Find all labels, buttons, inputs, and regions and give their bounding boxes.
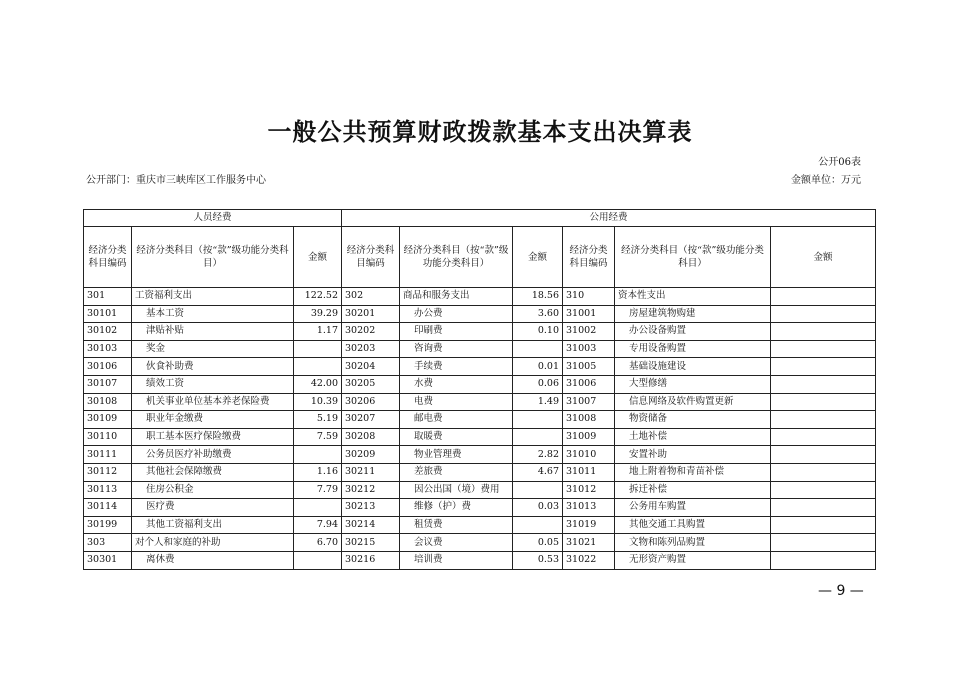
amount-cell [771, 323, 876, 341]
code-cell: 30202 [342, 323, 400, 341]
column-header-name: 经济分类科目（按“款”级功能分类科目） [400, 227, 513, 288]
code-cell: 31005 [563, 358, 615, 376]
code-cell: 30112 [84, 463, 132, 481]
code-cell: 30111 [84, 446, 132, 464]
code-cell: 30101 [84, 305, 132, 323]
code-cell: 31007 [563, 393, 615, 411]
table-row [84, 534, 876, 552]
code-cell: 31010 [563, 446, 615, 464]
name-cell: 奖金 [132, 340, 294, 358]
name-cell: 其他社会保障缴费 [132, 463, 294, 481]
table-row [84, 305, 876, 323]
code-cell: 30109 [84, 411, 132, 429]
column-header-name: 经济分类科目（按“款”级功能分类科目） [132, 227, 294, 288]
name-cell: 取暖费 [400, 428, 513, 446]
name-cell: 手续费 [400, 358, 513, 376]
amount-cell [294, 340, 342, 358]
code-cell: 31009 [563, 428, 615, 446]
column-header-code: 经济分类科目编码 [84, 227, 132, 288]
amount-cell: 42.00 [294, 375, 342, 393]
table-row [84, 375, 876, 393]
table-row [84, 428, 876, 446]
amount-cell [771, 375, 876, 393]
name-cell: 公务用车购置 [615, 499, 771, 517]
amount-cell [771, 534, 876, 552]
code-cell: 30206 [342, 393, 400, 411]
form-number: 公开06表 [818, 157, 861, 168]
name-cell: 房屋建筑物购建 [615, 305, 771, 323]
name-cell: 职工基本医疗保险缴费 [132, 428, 294, 446]
name-cell: 住房公积金 [132, 481, 294, 499]
code-cell: 30212 [342, 481, 400, 499]
table-row [84, 446, 876, 464]
amount-cell: 1.17 [294, 323, 342, 341]
amount-cell: 4.67 [513, 463, 563, 481]
code-cell: 30214 [342, 516, 400, 534]
amount-cell [513, 516, 563, 534]
name-cell: 绩效工资 [132, 375, 294, 393]
group-header-personnel: 人员经费 [84, 210, 342, 227]
name-cell: 机关事业单位基本养老保险费 [132, 393, 294, 411]
code-cell: 30211 [342, 463, 400, 481]
name-cell: 拆迁补偿 [615, 481, 771, 499]
code-cell: 31022 [563, 551, 615, 569]
column-header-code: 经济分类科目编码 [342, 227, 400, 288]
name-cell: 其他交通工具购置 [615, 516, 771, 534]
table-row [84, 393, 876, 411]
code-cell: 30199 [84, 516, 132, 534]
table-row [84, 463, 876, 481]
code-cell: 301 [84, 288, 132, 306]
amount-cell: 0.01 [513, 358, 563, 376]
name-cell: 因公出国（境）费用 [400, 481, 513, 499]
code-cell: 30204 [342, 358, 400, 376]
code-cell: 31019 [563, 516, 615, 534]
code-cell: 30213 [342, 499, 400, 517]
amount-cell: 18.56 [513, 288, 563, 306]
name-cell: 津贴补贴 [132, 323, 294, 341]
amount-cell [771, 393, 876, 411]
name-cell: 邮电费 [400, 411, 513, 429]
amount-cell: 0.03 [513, 499, 563, 517]
column-header-amount: 金额 [771, 227, 876, 288]
code-cell: 310 [563, 288, 615, 306]
table-row [84, 499, 876, 517]
amount-cell: 7.94 [294, 516, 342, 534]
amount-cell: 0.53 [513, 551, 563, 569]
amount-cell: 1.49 [513, 393, 563, 411]
name-cell: 差旅费 [400, 463, 513, 481]
amount-cell: 7.79 [294, 481, 342, 499]
name-cell: 其他工资福利支出 [132, 516, 294, 534]
amount-cell: 5.19 [294, 411, 342, 429]
name-cell: 物业管理费 [400, 446, 513, 464]
name-cell: 基本工资 [132, 305, 294, 323]
amount-cell [513, 481, 563, 499]
code-cell: 30102 [84, 323, 132, 341]
name-cell: 维修（护）费 [400, 499, 513, 517]
amount-cell [771, 516, 876, 534]
name-cell: 职业年金缴费 [132, 411, 294, 429]
code-cell: 31011 [563, 463, 615, 481]
code-cell: 30110 [84, 428, 132, 446]
amount-unit-label: 金额单位：万元 [791, 175, 861, 186]
name-cell: 咨询费 [400, 340, 513, 358]
name-cell: 安置补助 [615, 446, 771, 464]
amount-cell: 0.06 [513, 375, 563, 393]
table-row [84, 481, 876, 499]
name-cell: 水费 [400, 375, 513, 393]
code-cell: 303 [84, 534, 132, 552]
name-cell: 土地补偿 [615, 428, 771, 446]
name-cell: 对个人和家庭的补助 [132, 534, 294, 552]
table-row [84, 288, 876, 306]
code-cell: 30205 [342, 375, 400, 393]
amount-cell [771, 358, 876, 376]
code-cell: 30114 [84, 499, 132, 517]
table-row [84, 516, 876, 534]
amount-cell [771, 463, 876, 481]
page-title: 一般公共预算财政拨款基本支出决算表 [267, 118, 693, 146]
amount-cell: 0.10 [513, 323, 563, 341]
amount-cell [294, 499, 342, 517]
table-row [84, 411, 876, 429]
code-cell: 30203 [342, 340, 400, 358]
name-cell: 离休费 [132, 551, 294, 569]
amount-cell: 6.70 [294, 534, 342, 552]
amount-cell [771, 288, 876, 306]
name-cell: 公务员医疗补助缴费 [132, 446, 294, 464]
code-cell: 31008 [563, 411, 615, 429]
code-cell: 30215 [342, 534, 400, 552]
amount-cell [771, 411, 876, 429]
name-cell: 无形资产购置 [615, 551, 771, 569]
amount-cell [294, 446, 342, 464]
amount-cell [513, 428, 563, 446]
code-cell: 30107 [84, 375, 132, 393]
amount-cell [771, 305, 876, 323]
name-cell: 医疗费 [132, 499, 294, 517]
code-cell: 31006 [563, 375, 615, 393]
name-cell: 工资福利支出 [132, 288, 294, 306]
code-cell: 31021 [563, 534, 615, 552]
amount-cell: 7.59 [294, 428, 342, 446]
code-cell: 31012 [563, 481, 615, 499]
name-cell: 电费 [400, 393, 513, 411]
code-cell: 31013 [563, 499, 615, 517]
amount-cell: 122.52 [294, 288, 342, 306]
amount-cell: 2.82 [513, 446, 563, 464]
code-cell: 30209 [342, 446, 400, 464]
amount-cell [771, 499, 876, 517]
amount-cell: 3.60 [513, 305, 563, 323]
code-cell: 30208 [342, 428, 400, 446]
amount-cell [513, 340, 563, 358]
name-cell: 租赁费 [400, 516, 513, 534]
code-cell: 30201 [342, 305, 400, 323]
amount-cell [771, 340, 876, 358]
amount-cell [513, 411, 563, 429]
table-row [84, 551, 876, 569]
name-cell: 办公费 [400, 305, 513, 323]
name-cell: 基础设施建设 [615, 358, 771, 376]
page-number: — 9 — [818, 583, 864, 599]
column-header-amount: 金额 [294, 227, 342, 288]
amount-cell [771, 481, 876, 499]
name-cell: 商品和服务支出 [400, 288, 513, 306]
expenditure-table [83, 209, 876, 570]
table-row [84, 323, 876, 341]
code-cell: 30216 [342, 551, 400, 569]
code-cell: 31003 [563, 340, 615, 358]
name-cell: 伙食补助费 [132, 358, 294, 376]
amount-cell [294, 551, 342, 569]
code-cell: 30113 [84, 481, 132, 499]
name-cell: 信息网络及软件购置更新 [615, 393, 771, 411]
amount-cell [771, 551, 876, 569]
name-cell: 专用设备购置 [615, 340, 771, 358]
name-cell: 培训费 [400, 551, 513, 569]
amount-cell [771, 428, 876, 446]
column-header-code: 经济分类科目编码 [563, 227, 615, 288]
table-row [84, 358, 876, 376]
code-cell: 30103 [84, 340, 132, 358]
amount-cell [294, 358, 342, 376]
code-cell: 30108 [84, 393, 132, 411]
name-cell: 办公设备购置 [615, 323, 771, 341]
amount-cell: 1.16 [294, 463, 342, 481]
column-header-name: 经济分类科目（按“款”级功能分类科目） [615, 227, 771, 288]
name-cell: 文物和陈列品购置 [615, 534, 771, 552]
amount-cell: 10.39 [294, 393, 342, 411]
code-cell: 302 [342, 288, 400, 306]
name-cell: 地上附着物和青苗补偿 [615, 463, 771, 481]
amount-cell: 39.29 [294, 305, 342, 323]
name-cell: 大型修缮 [615, 375, 771, 393]
department-label: 公开部门：重庆市三峡库区工作服务中心 [86, 175, 266, 186]
amount-cell: 0.05 [513, 534, 563, 552]
amount-cell [771, 446, 876, 464]
code-cell: 31002 [563, 323, 615, 341]
code-cell: 30301 [84, 551, 132, 569]
code-cell: 30106 [84, 358, 132, 376]
name-cell: 印刷费 [400, 323, 513, 341]
table-body [84, 288, 876, 570]
group-header-public: 公用经费 [342, 210, 876, 227]
name-cell: 会议费 [400, 534, 513, 552]
table-row [84, 340, 876, 358]
code-cell: 31001 [563, 305, 615, 323]
name-cell: 物资储备 [615, 411, 771, 429]
code-cell: 30207 [342, 411, 400, 429]
column-header-amount: 金额 [513, 227, 563, 288]
name-cell: 资本性支出 [615, 288, 771, 306]
